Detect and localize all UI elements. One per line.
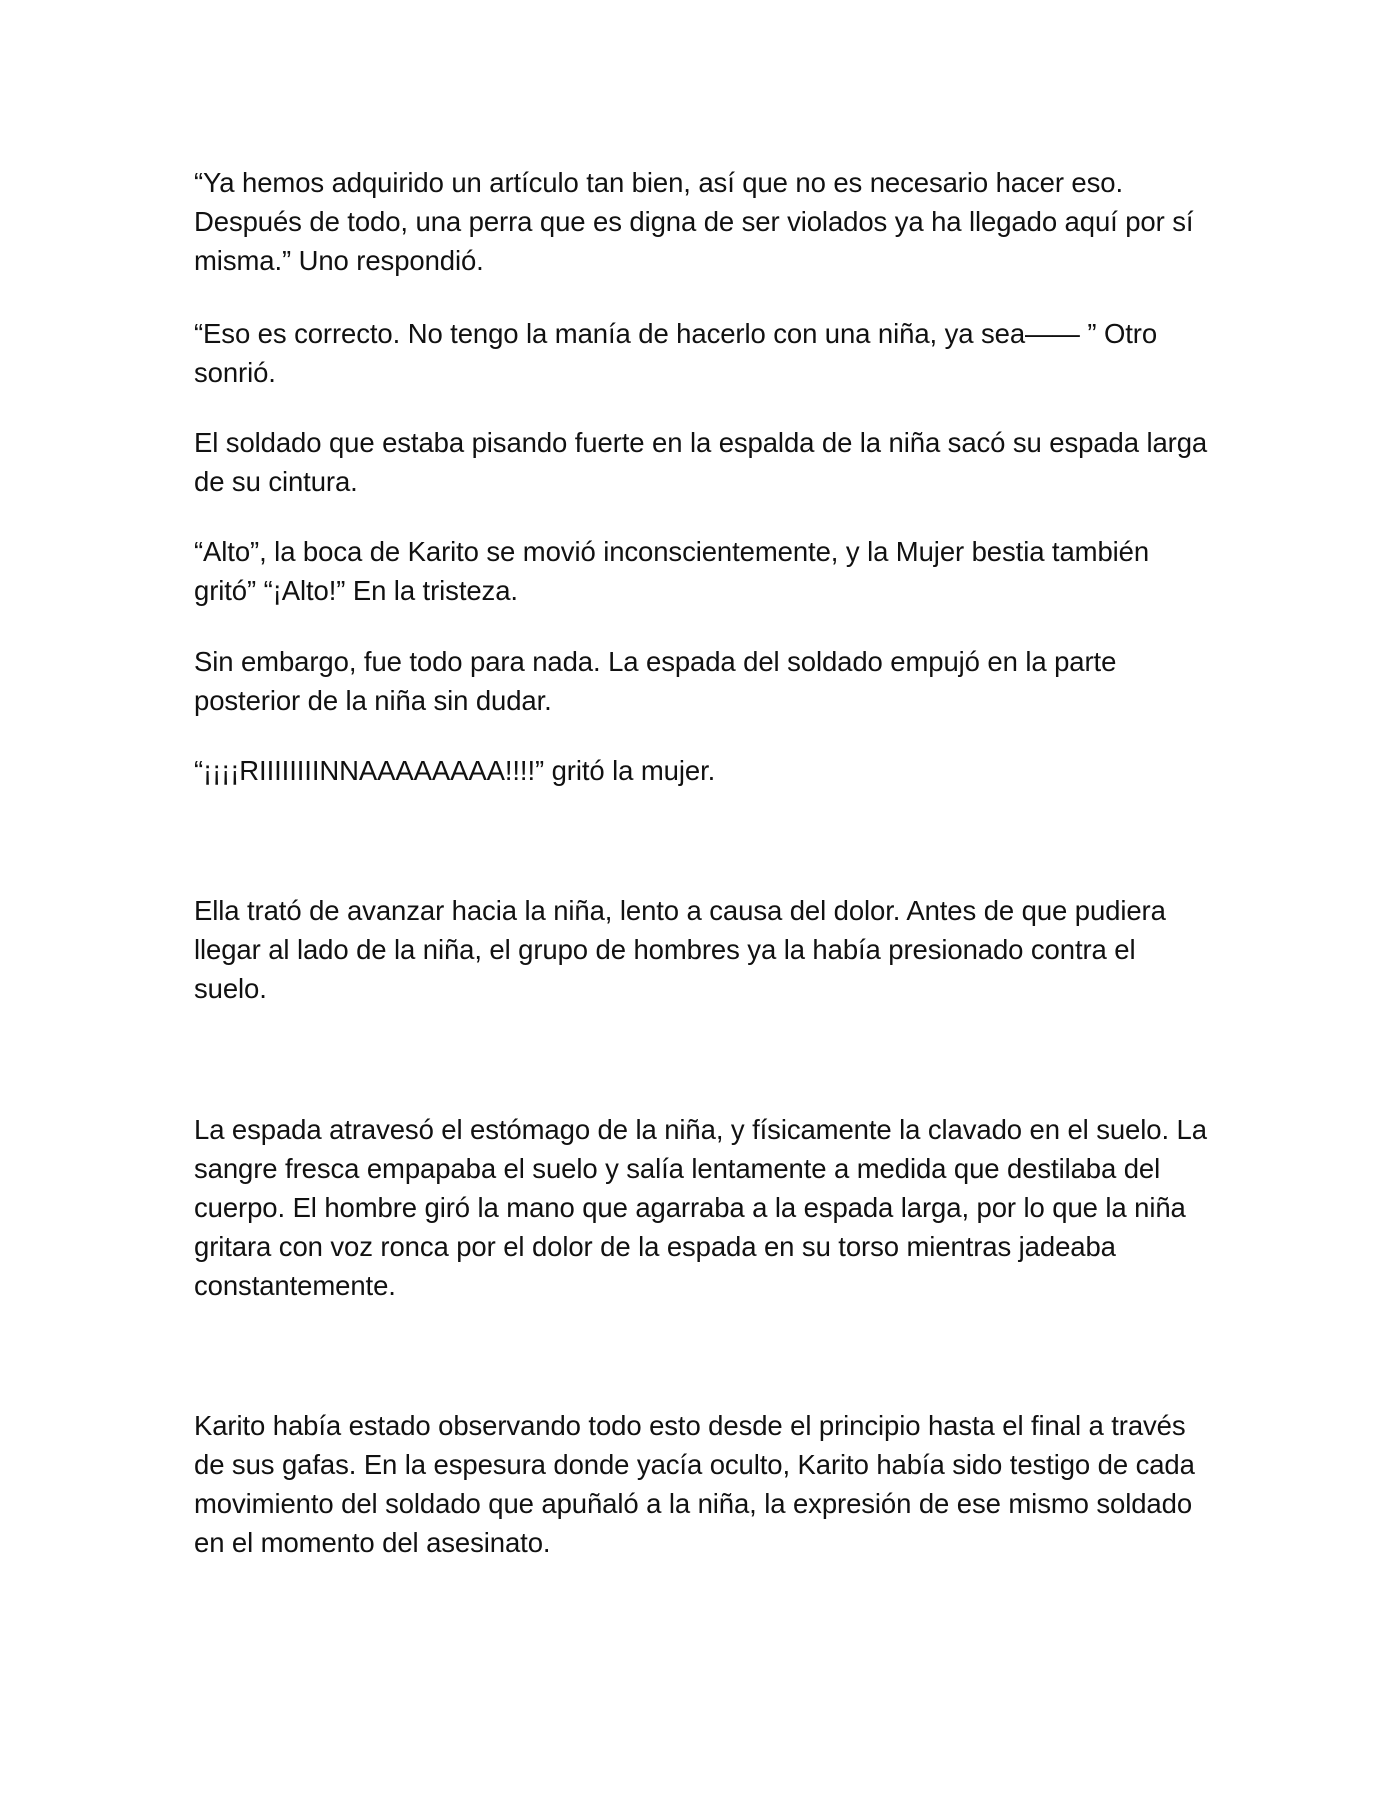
paragraph: “Ya hemos adquirido un artículo tan bien, así que no es necesario hacer eso. Después de todo, una perra que es digna de ser violados ya ha llegado aquí por sí misma.” Uno respondió. xyxy=(194,167,1194,276)
paragraph: Ella trató de avanzar hacia la niña, lento a causa del dolor. Antes de que pudiera llegar al lado de la niña, el grupo de hombres ya la había presionado contra el suelo. xyxy=(194,895,1166,1004)
paragraph: Karito había estado observando todo esto desde el principio hasta el final a través de sus gafas. En la espesura donde yacía oculto, Karito había sido testigo de cada movimiento del soldado que apuñaló a la niña, la expresión de ese mismo soldado en el momento del asesinato. xyxy=(194,1410,1195,1558)
paragraph: La espada atravesó el estómago de la niña, y físicamente la clavado en el suelo. La sangre fresca empapaba el suelo y salía lentamente a medida que destilaba del cuerpo. El hombre giró la mano que agarraba a la espada larga, por lo que la niña gritara con voz ronca por el dolor de la espada en su torso mientras jadeaba constantemente. xyxy=(194,1114,1207,1301)
paragraph: Sin embargo, fue todo para nada. La espada del soldado empujó en la parte posterior de la niña sin dudar. xyxy=(194,646,1117,716)
paragraph: “Alto”, la boca de Karito se movió inconscientemente, y la Mujer bestia también gritó” “¡Alto!” En la tristeza. xyxy=(194,536,1150,606)
paragraph: “¡¡¡¡RIIIIIIIINNAAAAAAAA!!!!” gritó la mujer. xyxy=(194,755,716,786)
paragraph: El soldado que estaba pisando fuerte en la espalda de la niña sacó su espada larga de su cintura. xyxy=(194,427,1208,497)
paragraph: “Eso es correcto. No tengo la manía de hacerlo con una niña, ya sea—— ” Otro sonrió. xyxy=(194,318,1158,388)
